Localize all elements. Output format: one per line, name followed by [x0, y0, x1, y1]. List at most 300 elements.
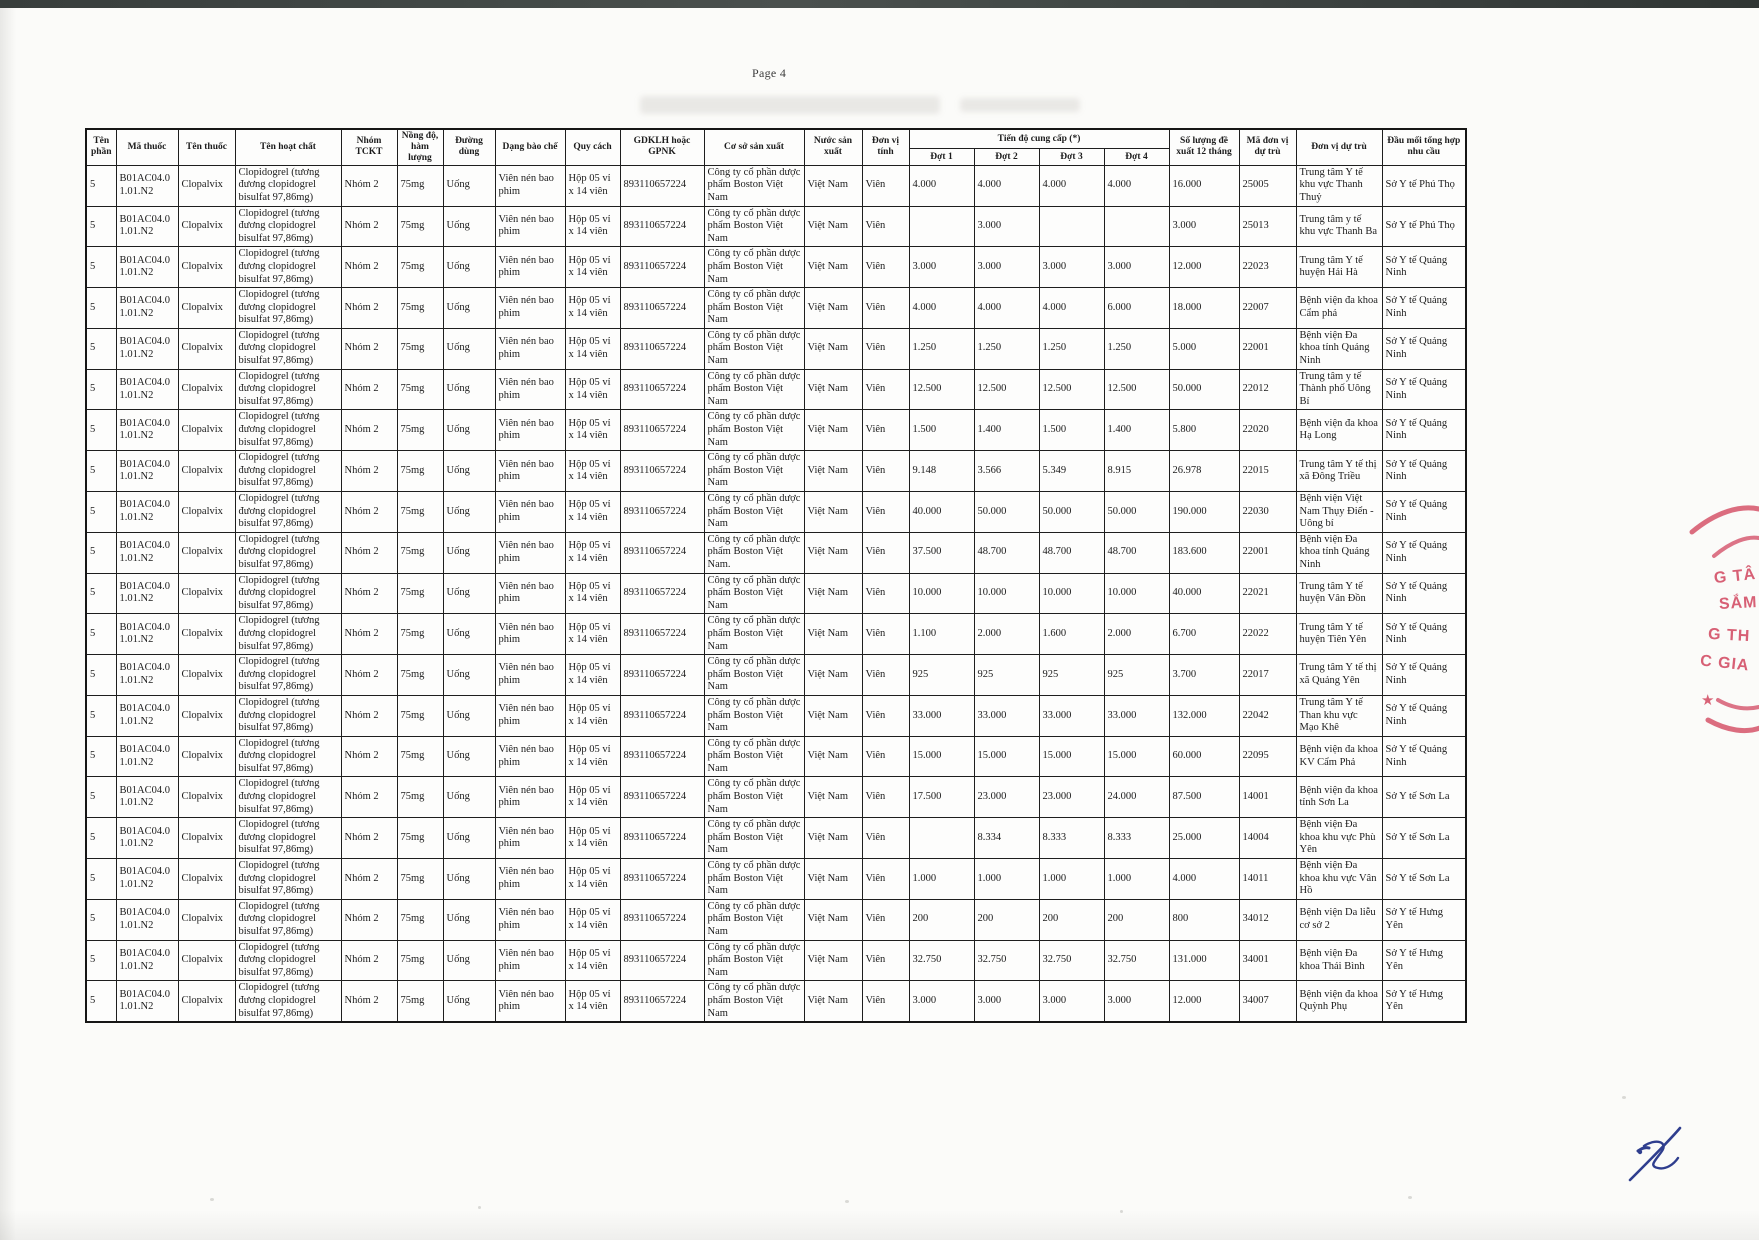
- cell-dot4: 32.750: [1104, 940, 1169, 981]
- cell-nong-do: 75mg: [397, 369, 443, 410]
- header-ma-thuoc: Mã thuốc: [116, 129, 178, 165]
- cell-nuoc-san-xuat: Việt Nam: [804, 899, 862, 940]
- cell-ten-hoat-chat: Clopidogrel (tương đương clopidogrel bisulfat 97,86mg): [235, 695, 341, 736]
- cell-so-luong: 132.000: [1169, 695, 1239, 736]
- header-duong-dung: Đường dùng: [443, 129, 495, 165]
- cell-nhom-tckt: Nhóm 2: [341, 410, 397, 451]
- scan-top-edge: [0, 0, 1759, 8]
- cell-ma-thuoc: B01AC04.0 1.01.N2: [116, 328, 178, 369]
- cell-nhom-tckt: Nhóm 2: [341, 165, 397, 206]
- cell-nhom-tckt: Nhóm 2: [341, 532, 397, 573]
- cell-dau-moi: Sở Y tế Quảng Ninh: [1382, 532, 1466, 573]
- header-co-so-san-xuat: Cơ sở sản xuất: [704, 129, 804, 165]
- header-dot4: Đợt 4: [1104, 149, 1169, 165]
- table-row: [86, 573, 1466, 614]
- page-number-label: Page 4: [752, 66, 787, 80]
- cell-dot4: 200: [1104, 899, 1169, 940]
- cell-gdklh: 893110657224: [620, 451, 704, 492]
- cell-duong-dung: Uống: [443, 736, 495, 777]
- cell-nhom-tckt: Nhóm 2: [341, 777, 397, 818]
- cell-dot3: 200: [1039, 899, 1104, 940]
- cell-co-so-san-xuat: Công ty cổ phần dược phẩm Boston Việt Nam: [704, 410, 804, 451]
- cell-dot1: 12.500: [909, 369, 974, 410]
- cell-so-luong: 190.000: [1169, 492, 1239, 533]
- cell-co-so-san-xuat: Công ty cổ phần dược phẩm Boston Việt Nam: [704, 695, 804, 736]
- cell-dau-moi: Sở Y tế Quảng Ninh: [1382, 451, 1466, 492]
- cell-ten-hoat-chat: Clopidogrel (tương đương clopidogrel bisulfat 97,86mg): [235, 655, 341, 696]
- cell-duong-dung: Uống: [443, 247, 495, 288]
- cell-ten-hoat-chat: Clopidogrel (tương đương clopidogrel bisulfat 97,86mg): [235, 532, 341, 573]
- cell-dot4: [1104, 206, 1169, 247]
- cell-ma-don-vi-du-tru: 22095: [1239, 736, 1296, 777]
- scan-noise: [210, 1198, 214, 1201]
- table-row: [86, 532, 1466, 573]
- cell-gdklh: 893110657224: [620, 369, 704, 410]
- cell-dang-bao-che: Viên nén bao phim: [495, 451, 565, 492]
- stamp-arcs: [1684, 498, 1759, 748]
- cell-dot2: 2.000: [974, 614, 1039, 655]
- cell-nhom-tckt: Nhóm 2: [341, 736, 397, 777]
- cell-gdklh: 893110657224: [620, 736, 704, 777]
- cell-dau-moi: Sở Y tế Sơn La: [1382, 818, 1466, 859]
- cell-don-vi-tinh: Viên: [862, 859, 909, 900]
- cell-co-so-san-xuat: Công ty cổ phần dược phẩm Boston Việt Nam: [704, 573, 804, 614]
- cell-dot3: 3.000: [1039, 247, 1104, 288]
- scan-noise: [1408, 1196, 1412, 1199]
- cell-ten-phan: 5: [86, 247, 116, 288]
- cell-ten-thuoc: Clopalvix: [178, 288, 235, 329]
- cell-nuoc-san-xuat: Việt Nam: [804, 695, 862, 736]
- scan-left-shadow: [0, 8, 16, 1240]
- cell-dot2: 3.000: [974, 206, 1039, 247]
- cell-dot1: 4.000: [909, 165, 974, 206]
- cell-dang-bao-che: Viên nén bao phim: [495, 695, 565, 736]
- cell-ten-phan: 5: [86, 532, 116, 573]
- cell-dot4: 12.500: [1104, 369, 1169, 410]
- cell-nuoc-san-xuat: Việt Nam: [804, 492, 862, 533]
- cell-ma-thuoc: B01AC04.0 1.01.N2: [116, 695, 178, 736]
- cell-don-vi-du-tru: Bệnh viện Đa khoa khu vực Vân Hồ: [1296, 859, 1382, 900]
- cell-so-luong: 50.000: [1169, 369, 1239, 410]
- cell-nuoc-san-xuat: Việt Nam: [804, 328, 862, 369]
- cell-ten-hoat-chat: Clopidogrel (tương đương clopidogrel bisulfat 97,86mg): [235, 165, 341, 206]
- cell-dot2: 15.000: [974, 736, 1039, 777]
- cell-dot4: 1.400: [1104, 410, 1169, 451]
- cell-ten-phan: 5: [86, 573, 116, 614]
- cell-dot3: 50.000: [1039, 492, 1104, 533]
- cell-nuoc-san-xuat: Việt Nam: [804, 247, 862, 288]
- cell-duong-dung: Uống: [443, 818, 495, 859]
- table-header: [86, 129, 1466, 165]
- cell-dang-bao-che: Viên nén bao phim: [495, 777, 565, 818]
- cell-ma-don-vi-du-tru: 22001: [1239, 328, 1296, 369]
- cell-quy-cach: Hộp 05 vỉ x 14 viên: [565, 573, 620, 614]
- cell-don-vi-tinh: Viên: [862, 492, 909, 533]
- cell-co-so-san-xuat: Công ty cổ phần dược phẩm Boston Việt Nam: [704, 492, 804, 533]
- cell-duong-dung: Uống: [443, 695, 495, 736]
- cell-dot3: 4.000: [1039, 288, 1104, 329]
- cell-don-vi-tinh: Viên: [862, 532, 909, 573]
- cell-quy-cach: Hộp 05 vỉ x 14 viên: [565, 247, 620, 288]
- cell-ma-thuoc: B01AC04.0 1.01.N2: [116, 777, 178, 818]
- cell-nhom-tckt: Nhóm 2: [341, 369, 397, 410]
- cell-duong-dung: Uống: [443, 492, 495, 533]
- cell-nuoc-san-xuat: Việt Nam: [804, 777, 862, 818]
- cell-duong-dung: Uống: [443, 777, 495, 818]
- cell-dang-bao-che: Viên nén bao phim: [495, 655, 565, 696]
- cell-ma-don-vi-du-tru: 22021: [1239, 573, 1296, 614]
- cell-dot1: 15.000: [909, 736, 974, 777]
- table-row: [86, 818, 1466, 859]
- cell-ten-phan: 5: [86, 451, 116, 492]
- table-body: [86, 165, 1466, 1022]
- cell-ma-don-vi-du-tru: 22017: [1239, 655, 1296, 696]
- cell-dot1: 1.250: [909, 328, 974, 369]
- cell-co-so-san-xuat: Công ty cổ phần dược phẩm Boston Việt Nam: [704, 165, 804, 206]
- cell-dot1: 9.148: [909, 451, 974, 492]
- cell-don-vi-du-tru: Bệnh viện đa khoa Cẩm phả: [1296, 288, 1382, 329]
- cell-ma-thuoc: B01AC04.0 1.01.N2: [116, 206, 178, 247]
- cell-don-vi-tinh: Viên: [862, 614, 909, 655]
- cell-dau-moi: Sở Y tế Quảng Ninh: [1382, 288, 1466, 329]
- cell-quy-cach: Hộp 05 vỉ x 14 viên: [565, 614, 620, 655]
- cell-quy-cach: Hộp 05 vỉ x 14 viên: [565, 695, 620, 736]
- table-row: [86, 940, 1466, 981]
- cell-nong-do: 75mg: [397, 859, 443, 900]
- cell-dang-bao-che: Viên nén bao phim: [495, 165, 565, 206]
- cell-dang-bao-che: Viên nén bao phim: [495, 736, 565, 777]
- cell-so-luong: 60.000: [1169, 736, 1239, 777]
- table-row: [86, 981, 1466, 1022]
- cell-ten-thuoc: Clopalvix: [178, 410, 235, 451]
- header-tien-do-group: Tiến độ cung cấp (*): [909, 129, 1169, 149]
- table-row: [86, 859, 1466, 900]
- cell-ma-don-vi-du-tru: 22007: [1239, 288, 1296, 329]
- cell-don-vi-tinh: Viên: [862, 451, 909, 492]
- cell-quy-cach: Hộp 05 vỉ x 14 viên: [565, 451, 620, 492]
- cell-don-vi-du-tru: Trung tâm Y tế huyện Hải Hà: [1296, 247, 1382, 288]
- cell-co-so-san-xuat: Công ty cổ phần dược phẩm Boston Việt Nam: [704, 859, 804, 900]
- cell-dot3: 10.000: [1039, 573, 1104, 614]
- cell-don-vi-tinh: Viên: [862, 940, 909, 981]
- cell-ten-phan: 5: [86, 492, 116, 533]
- cell-ten-thuoc: Clopalvix: [178, 247, 235, 288]
- cell-so-luong: 5.800: [1169, 410, 1239, 451]
- cell-duong-dung: Uống: [443, 451, 495, 492]
- cell-nhom-tckt: Nhóm 2: [341, 492, 397, 533]
- cell-don-vi-du-tru: Trung tâm Y tế huyện Tiên Yên: [1296, 614, 1382, 655]
- cell-dot3: 4.000: [1039, 165, 1104, 206]
- cell-nhom-tckt: Nhóm 2: [341, 573, 397, 614]
- cell-nhom-tckt: Nhóm 2: [341, 940, 397, 981]
- cell-dot2: 1.250: [974, 328, 1039, 369]
- cell-duong-dung: Uống: [443, 899, 495, 940]
- cell-dot4: 2.000: [1104, 614, 1169, 655]
- cell-dau-moi: Sở Y tế Quảng Ninh: [1382, 736, 1466, 777]
- cell-nhom-tckt: Nhóm 2: [341, 655, 397, 696]
- cell-co-so-san-xuat: Công ty cổ phần dược phẩm Boston Việt Nam: [704, 940, 804, 981]
- cell-dot1: 4.000: [909, 288, 974, 329]
- cell-dang-bao-che: Viên nén bao phim: [495, 899, 565, 940]
- cell-co-so-san-xuat: Công ty cổ phần dược phẩm Boston Việt Nam: [704, 328, 804, 369]
- cell-dau-moi: Sở Y tế Sơn La: [1382, 777, 1466, 818]
- cell-ten-phan: 5: [86, 328, 116, 369]
- cell-gdklh: 893110657224: [620, 165, 704, 206]
- cell-nong-do: 75mg: [397, 736, 443, 777]
- cell-ten-hoat-chat: Clopidogrel (tương đương clopidogrel bisulfat 97,86mg): [235, 206, 341, 247]
- cell-ten-hoat-chat: Clopidogrel (tương đương clopidogrel bisulfat 97,86mg): [235, 818, 341, 859]
- cell-nuoc-san-xuat: Việt Nam: [804, 981, 862, 1022]
- cell-don-vi-du-tru: Bệnh viện Đa khoa tỉnh Quảng Ninh: [1296, 328, 1382, 369]
- cell-dot2: 4.000: [974, 288, 1039, 329]
- cell-ten-thuoc: Clopalvix: [178, 981, 235, 1022]
- cell-ten-phan: 5: [86, 736, 116, 777]
- cell-ten-hoat-chat: Clopidogrel (tương đương clopidogrel bisulfat 97,86mg): [235, 573, 341, 614]
- cell-ten-phan: 5: [86, 695, 116, 736]
- cell-dot4: 6.000: [1104, 288, 1169, 329]
- cell-don-vi-tinh: Viên: [862, 206, 909, 247]
- cell-nhom-tckt: Nhóm 2: [341, 859, 397, 900]
- cell-duong-dung: Uống: [443, 573, 495, 614]
- cell-don-vi-du-tru: Trung tâm Y tế huyện Vân Đồn: [1296, 573, 1382, 614]
- table-row: [86, 655, 1466, 696]
- cell-nong-do: 75mg: [397, 655, 443, 696]
- cell-dot1: 17.500: [909, 777, 974, 818]
- cell-nhom-tckt: Nhóm 2: [341, 818, 397, 859]
- cell-nhom-tckt: Nhóm 2: [341, 206, 397, 247]
- cell-nong-do: 75mg: [397, 573, 443, 614]
- cell-ma-thuoc: B01AC04.0 1.01.N2: [116, 859, 178, 900]
- cell-gdklh: 893110657224: [620, 859, 704, 900]
- cell-nhom-tckt: Nhóm 2: [341, 899, 397, 940]
- cell-quy-cach: Hộp 05 vỉ x 14 viên: [565, 940, 620, 981]
- cell-co-so-san-xuat: Công ty cổ phần dược phẩm Boston Việt Nam: [704, 614, 804, 655]
- cell-nong-do: 75mg: [397, 206, 443, 247]
- cell-dot3: 15.000: [1039, 736, 1104, 777]
- cell-ma-thuoc: B01AC04.0 1.01.N2: [116, 247, 178, 288]
- cell-ten-thuoc: Clopalvix: [178, 573, 235, 614]
- cell-quy-cach: Hộp 05 vỉ x 14 viên: [565, 369, 620, 410]
- cell-ten-thuoc: Clopalvix: [178, 165, 235, 206]
- cell-so-luong: 3.000: [1169, 206, 1239, 247]
- cell-dot4: 3.000: [1104, 981, 1169, 1022]
- cell-duong-dung: Uống: [443, 859, 495, 900]
- table-row: [86, 369, 1466, 410]
- cell-don-vi-du-tru: Trung tâm Y tế khu vực Thanh Thuỷ: [1296, 165, 1382, 206]
- cell-dot4: 925: [1104, 655, 1169, 696]
- cell-gdklh: 893110657224: [620, 492, 704, 533]
- header-ten-thuoc: Tên thuốc: [178, 129, 235, 165]
- cell-ma-don-vi-du-tru: 34007: [1239, 981, 1296, 1022]
- cell-quy-cach: Hộp 05 vỉ x 14 viên: [565, 328, 620, 369]
- cell-dau-moi: Sở Y tế Phú Thọ: [1382, 165, 1466, 206]
- cell-dang-bao-che: Viên nén bao phim: [495, 247, 565, 288]
- header-dot1: Đợt 1: [909, 149, 974, 165]
- cell-dot1: 1.500: [909, 410, 974, 451]
- scan-noise: [845, 1200, 849, 1203]
- cell-dot3: 23.000: [1039, 777, 1104, 818]
- cell-dot3: 1.600: [1039, 614, 1104, 655]
- cell-nuoc-san-xuat: Việt Nam: [804, 818, 862, 859]
- cell-dau-moi: Sở Y tế Quảng Ninh: [1382, 695, 1466, 736]
- cell-dot2: 200: [974, 899, 1039, 940]
- cell-ma-thuoc: B01AC04.0 1.01.N2: [116, 899, 178, 940]
- cell-ma-don-vi-du-tru: 22012: [1239, 369, 1296, 410]
- cell-dau-moi: Sở Y tế Hưng Yên: [1382, 981, 1466, 1022]
- cell-dot1: 37.500: [909, 532, 974, 573]
- cell-don-vi-du-tru: Trung tâm Y tế Than khu vực Mạo Khê: [1296, 695, 1382, 736]
- cell-quy-cach: Hộp 05 vỉ x 14 viên: [565, 736, 620, 777]
- cell-dot2: 1.400: [974, 410, 1039, 451]
- cell-ma-thuoc: B01AC04.0 1.01.N2: [116, 981, 178, 1022]
- cell-ten-hoat-chat: Clopidogrel (tương đương clopidogrel bisulfat 97,86mg): [235, 288, 341, 329]
- cell-don-vi-tinh: Viên: [862, 288, 909, 329]
- signature-mark: [1618, 1118, 1698, 1208]
- cell-co-so-san-xuat: Công ty cổ phần dược phẩm Boston Việt Nam: [704, 981, 804, 1022]
- cell-co-so-san-xuat: Công ty cổ phần dược phẩm Boston Việt Nam: [704, 288, 804, 329]
- cell-don-vi-du-tru: Bệnh viện đa khoa tỉnh Sơn La: [1296, 777, 1382, 818]
- cell-so-luong: 131.000: [1169, 940, 1239, 981]
- cell-dot2: 23.000: [974, 777, 1039, 818]
- cell-ten-hoat-chat: Clopidogrel (tương đương clopidogrel bisulfat 97,86mg): [235, 614, 341, 655]
- cell-don-vi-du-tru: Bệnh viện Việt Nam Thụy Điển - Uông bí: [1296, 492, 1382, 533]
- cell-dot1: 925: [909, 655, 974, 696]
- cell-quy-cach: Hộp 05 vỉ x 14 viên: [565, 777, 620, 818]
- cell-nong-do: 75mg: [397, 818, 443, 859]
- cell-gdklh: 893110657224: [620, 247, 704, 288]
- stamp-text-fragment: C GIA: [1699, 652, 1751, 675]
- cell-gdklh: 893110657224: [620, 655, 704, 696]
- cell-don-vi-tinh: Viên: [862, 247, 909, 288]
- cell-so-luong: 18.000: [1169, 288, 1239, 329]
- cell-dot3: 1.500: [1039, 410, 1104, 451]
- cell-dau-moi: Sở Y tế Hưng Yên: [1382, 940, 1466, 981]
- cell-ten-thuoc: Clopalvix: [178, 859, 235, 900]
- cell-ten-phan: 5: [86, 288, 116, 329]
- cell-dang-bao-che: Viên nén bao phim: [495, 328, 565, 369]
- cell-so-luong: 12.000: [1169, 247, 1239, 288]
- cell-nong-do: 75mg: [397, 328, 443, 369]
- cell-dot4: 4.000: [1104, 165, 1169, 206]
- cell-dau-moi: Sở Y tế Quảng Ninh: [1382, 328, 1466, 369]
- cell-ten-thuoc: Clopalvix: [178, 777, 235, 818]
- cell-so-luong: 4.000: [1169, 859, 1239, 900]
- cell-dot4: 8.333: [1104, 818, 1169, 859]
- cell-ma-don-vi-du-tru: 34001: [1239, 940, 1296, 981]
- header-so-luong: Số lượng đề xuất 12 tháng: [1169, 129, 1239, 165]
- cell-co-so-san-xuat: Công ty cổ phần dược phẩm Boston Việt Nam: [704, 247, 804, 288]
- cell-so-luong: 87.500: [1169, 777, 1239, 818]
- cell-quy-cach: Hộp 05 vỉ x 14 viên: [565, 206, 620, 247]
- cell-so-luong: 25.000: [1169, 818, 1239, 859]
- cell-ten-thuoc: Clopalvix: [178, 451, 235, 492]
- cell-don-vi-du-tru: Trung tâm Y tế thị xã Đông Triều: [1296, 451, 1382, 492]
- cell-co-so-san-xuat: Công ty cổ phần dược phẩm Boston Việt Nam: [704, 206, 804, 247]
- cell-duong-dung: Uống: [443, 981, 495, 1022]
- cell-dot3: 12.500: [1039, 369, 1104, 410]
- cell-don-vi-tinh: Viên: [862, 818, 909, 859]
- cell-nuoc-san-xuat: Việt Nam: [804, 614, 862, 655]
- cell-dau-moi: Sở Y tế Quảng Ninh: [1382, 573, 1466, 614]
- cell-dot1: 3.000: [909, 981, 974, 1022]
- cell-dot1: 10.000: [909, 573, 974, 614]
- cell-so-luong: 16.000: [1169, 165, 1239, 206]
- cell-dang-bao-che: Viên nén bao phim: [495, 288, 565, 329]
- cell-nhom-tckt: Nhóm 2: [341, 451, 397, 492]
- header-don-vi-du-tru: Đơn vị dự trù: [1296, 129, 1382, 165]
- cell-quy-cach: Hộp 05 vỉ x 14 viên: [565, 165, 620, 206]
- cell-nong-do: 75mg: [397, 532, 443, 573]
- cell-ma-thuoc: B01AC04.0 1.01.N2: [116, 573, 178, 614]
- cell-ten-hoat-chat: Clopidogrel (tương đương clopidogrel bisulfat 97,86mg): [235, 736, 341, 777]
- cell-ma-thuoc: B01AC04.0 1.01.N2: [116, 410, 178, 451]
- cell-quy-cach: Hộp 05 vỉ x 14 viên: [565, 532, 620, 573]
- cell-ma-don-vi-du-tru: 22030: [1239, 492, 1296, 533]
- cell-dot3: 3.000: [1039, 981, 1104, 1022]
- cell-dot3: 1.250: [1039, 328, 1104, 369]
- cell-ma-don-vi-du-tru: 25005: [1239, 165, 1296, 206]
- cell-ten-hoat-chat: Clopidogrel (tương đương clopidogrel bisulfat 97,86mg): [235, 940, 341, 981]
- table-row: [86, 206, 1466, 247]
- cell-dang-bao-che: Viên nén bao phim: [495, 981, 565, 1022]
- header-nong-do: Nồng độ, hàm lượng: [397, 129, 443, 165]
- header-dot3: Đợt 3: [1039, 149, 1104, 165]
- cell-ten-phan: 5: [86, 614, 116, 655]
- cell-dang-bao-che: Viên nén bao phim: [495, 573, 565, 614]
- scan-smudge: [960, 98, 1080, 112]
- cell-ma-don-vi-du-tru: 14011: [1239, 859, 1296, 900]
- cell-ten-thuoc: Clopalvix: [178, 655, 235, 696]
- cell-quy-cach: Hộp 05 vỉ x 14 viên: [565, 492, 620, 533]
- cell-ten-hoat-chat: Clopidogrel (tương đương clopidogrel bisulfat 97,86mg): [235, 451, 341, 492]
- header-nhom-tckt: Nhóm TCKT: [341, 129, 397, 165]
- header-quy-cach: Quy cách: [565, 129, 620, 165]
- cell-dot3: 33.000: [1039, 695, 1104, 736]
- header-ten-hoat-chat: Tên hoạt chất: [235, 129, 341, 165]
- cell-ten-phan: 5: [86, 940, 116, 981]
- cell-ten-thuoc: Clopalvix: [178, 818, 235, 859]
- cell-dot2: 12.500: [974, 369, 1039, 410]
- cell-dot2: 3.000: [974, 247, 1039, 288]
- cell-don-vi-du-tru: Bệnh viện Da liễu cơ sở 2: [1296, 899, 1382, 940]
- cell-nong-do: 75mg: [397, 288, 443, 329]
- cell-ma-thuoc: B01AC04.0 1.01.N2: [116, 288, 178, 329]
- cell-nong-do: 75mg: [397, 247, 443, 288]
- cell-ma-don-vi-du-tru: 14001: [1239, 777, 1296, 818]
- cell-don-vi-tinh: Viên: [862, 328, 909, 369]
- cell-duong-dung: Uống: [443, 614, 495, 655]
- cell-dot1: 1.100: [909, 614, 974, 655]
- cell-ma-don-vi-du-tru: 14004: [1239, 818, 1296, 859]
- cell-gdklh: 893110657224: [620, 410, 704, 451]
- cell-dot3: 32.750: [1039, 940, 1104, 981]
- cell-duong-dung: Uống: [443, 369, 495, 410]
- cell-ma-thuoc: B01AC04.0 1.01.N2: [116, 451, 178, 492]
- cell-duong-dung: Uống: [443, 328, 495, 369]
- cell-dot3: [1039, 206, 1104, 247]
- cell-co-so-san-xuat: Công ty cổ phần dược phẩm Boston Việt Nam.: [704, 532, 804, 573]
- cell-gdklh: 893110657224: [620, 614, 704, 655]
- cell-so-luong: 3.700: [1169, 655, 1239, 696]
- cell-gdklh: 893110657224: [620, 206, 704, 247]
- cell-don-vi-du-tru: Trung tâm y tế Thành phố Uông Bí: [1296, 369, 1382, 410]
- cell-don-vi-du-tru: Bệnh viện Đa khoa Thái Bình: [1296, 940, 1382, 981]
- cell-ten-hoat-chat: Clopidogrel (tương đương clopidogrel bisulfat 97,86mg): [235, 369, 341, 410]
- cell-don-vi-tinh: Viên: [862, 410, 909, 451]
- cell-ma-thuoc: B01AC04.0 1.01.N2: [116, 165, 178, 206]
- cell-nong-do: 75mg: [397, 695, 443, 736]
- cell-dang-bao-che: Viên nén bao phim: [495, 859, 565, 900]
